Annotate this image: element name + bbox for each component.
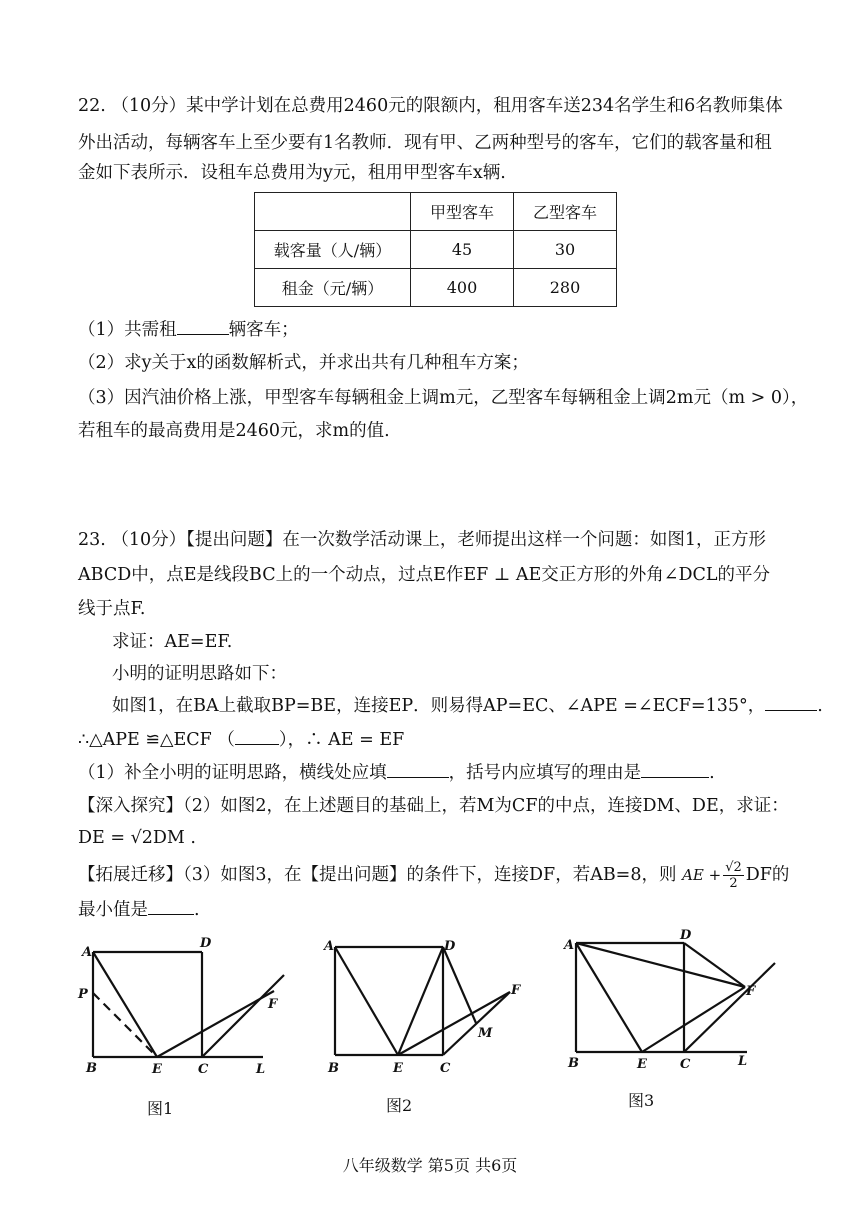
part1-text-mid: ，括号内应填写的理由是 — [448, 763, 642, 783]
label-a: A — [324, 939, 335, 954]
label-c: C — [680, 1057, 691, 1072]
fraction-denominator: 2 — [729, 876, 738, 891]
q23-part2-line1: 【深入探究】（2）如图2，在上述题目的基础上，若M为CF的中点，连接DM、DE，求证： — [78, 796, 789, 816]
q22-part3-line2: 若租车的最高费用是2460元，求m的值. — [78, 421, 390, 441]
q23-line1: 23. （10分）【提出问题】在一次数学活动课上，老师提出这样一个问题：如图1，正方形 — [78, 530, 767, 550]
fraction-numerator: √2 — [725, 860, 742, 875]
q23-part3-line1 — [78, 860, 789, 891]
label-b: B — [328, 1061, 339, 1076]
part3-line2-end: . — [194, 900, 200, 920]
answer-blank[interactable] — [387, 761, 449, 778]
q23-part1 — [78, 761, 715, 785]
answer-blank[interactable] — [177, 318, 229, 335]
label-f: F — [511, 983, 521, 998]
q23-prove: 求证：AE=EF. — [112, 632, 233, 652]
table-row — [255, 231, 617, 269]
table-header-cell — [255, 193, 411, 231]
label-m: M — [478, 1026, 493, 1041]
part1-text: （1）补全小明的证明思路，横线处应填 — [78, 763, 387, 783]
q22-line3: 金如下表所示．设租车总费用为y元，租用甲型客车x辆. — [78, 163, 506, 183]
part3-text: 【拓展迁移】（3）如图3，在【提出问题】的条件下，连接DF，若AB=8，则 — [78, 865, 677, 885]
table-header-cell: 甲型客车 — [411, 193, 514, 231]
q23-part3-line2 — [78, 898, 200, 922]
q22-part3-line1: （3）因汽油价格上涨，甲型客车每辆租金上调m元，乙型客车每辆租金上调2m元（m > 0）， — [78, 388, 809, 408]
q22-part2: （2）求y关于x的函数解析式，并求出共有几种租车方案； — [78, 353, 529, 373]
answer-blank[interactable] — [765, 694, 817, 711]
figure-3 — [560, 925, 800, 1075]
label-e: E — [393, 1061, 403, 1076]
q22-line2: 外出活动，每辆客车上至少要有1名教师．现有甲、乙两种型号的客车，它们的载客量和租 — [78, 133, 772, 153]
segment-ae — [576, 943, 642, 1052]
answer-blank[interactable] — [641, 761, 709, 778]
label-e: E — [152, 1062, 162, 1077]
segment-df — [684, 943, 745, 987]
table-cell: 30 — [514, 231, 617, 269]
label-p: P — [78, 987, 88, 1002]
label-l: L — [738, 1054, 748, 1069]
table-header-row — [255, 193, 617, 231]
segment-af — [576, 943, 745, 987]
label-c: C — [198, 1062, 209, 1077]
q23-therefore — [78, 728, 404, 752]
label-d: D — [680, 928, 692, 943]
figure-2 — [318, 930, 538, 1080]
table-header-cell: 乙型客车 — [514, 193, 617, 231]
table-cell: 280 — [514, 269, 617, 307]
proof-end: . — [817, 696, 823, 716]
label-b: B — [568, 1056, 579, 1071]
q22-cost-table — [254, 192, 617, 307]
part1-text-end: . — [709, 763, 715, 783]
answer-blank[interactable] — [235, 728, 279, 745]
therefore-text: ∴△APE ≌△ECF （ — [78, 730, 235, 750]
label-a: A — [564, 938, 575, 953]
q22-part1 — [78, 318, 299, 342]
segment-de — [398, 947, 443, 1055]
figure-3-caption: 图3 — [628, 1091, 655, 1110]
table-cell: 载客量（人/辆） — [255, 231, 411, 269]
q22-part1-text-end: 辆客车； — [228, 320, 299, 340]
proof-text: 如图1，在BA上截取BP=BE，连接EP．则易得AP=EC、∠APE =∠ECF=135°， — [112, 696, 766, 716]
table-cell: 45 — [411, 231, 514, 269]
label-f: F — [268, 997, 278, 1012]
label-a: A — [82, 945, 93, 960]
segment-ae — [335, 947, 398, 1055]
segment-dm — [443, 947, 476, 1023]
figure-2-caption: 图2 — [386, 1096, 413, 1115]
label-l: L — [256, 1062, 266, 1077]
label-c: C — [440, 1061, 451, 1076]
figure-1-caption: 图1 — [147, 1099, 174, 1118]
part3-expr-post: DF的 — [745, 865, 790, 885]
q23-line2: ABCD中，点E是线段BC上的一个动点，过点E作EF ⊥ AE交正方形的外角∠DCL的平分 — [78, 565, 770, 585]
part3-expr-pre: AE + — [682, 866, 722, 884]
q23-line3: 线于点F. — [78, 599, 146, 619]
figure-1 — [70, 930, 300, 1080]
segment-ef — [157, 991, 274, 1057]
answer-blank[interactable] — [148, 898, 194, 915]
table-cell: 租金（元/辆） — [255, 269, 411, 307]
part3-line2-text: 最小值是 — [78, 900, 148, 920]
label-f: F — [746, 984, 756, 999]
table-cell: 400 — [411, 269, 514, 307]
table-row — [255, 269, 617, 307]
therefore-text-end: ），∴ AE = EF — [278, 730, 405, 750]
label-b: B — [86, 1061, 97, 1076]
q23-proof-line — [112, 694, 823, 718]
label-e: E — [637, 1057, 647, 1072]
q23-part2-line2: DE = √2DM . — [78, 828, 196, 848]
segment-ae — [93, 952, 157, 1057]
bisector-cf — [202, 975, 284, 1057]
fraction — [723, 860, 744, 891]
q23-xiaoming: 小明的证明思路如下： — [112, 664, 287, 684]
page-footer: 八年级数学 第5页 共6页 — [342, 1156, 518, 1175]
q22-part1-text: （1）共需租 — [78, 320, 177, 340]
q22-line1: 22. （10分）某中学计划在总费用2460元的限额内，租用客车送234名学生和6名教师集体 — [78, 96, 783, 116]
label-d: D — [444, 939, 456, 954]
label-d: D — [200, 936, 212, 951]
